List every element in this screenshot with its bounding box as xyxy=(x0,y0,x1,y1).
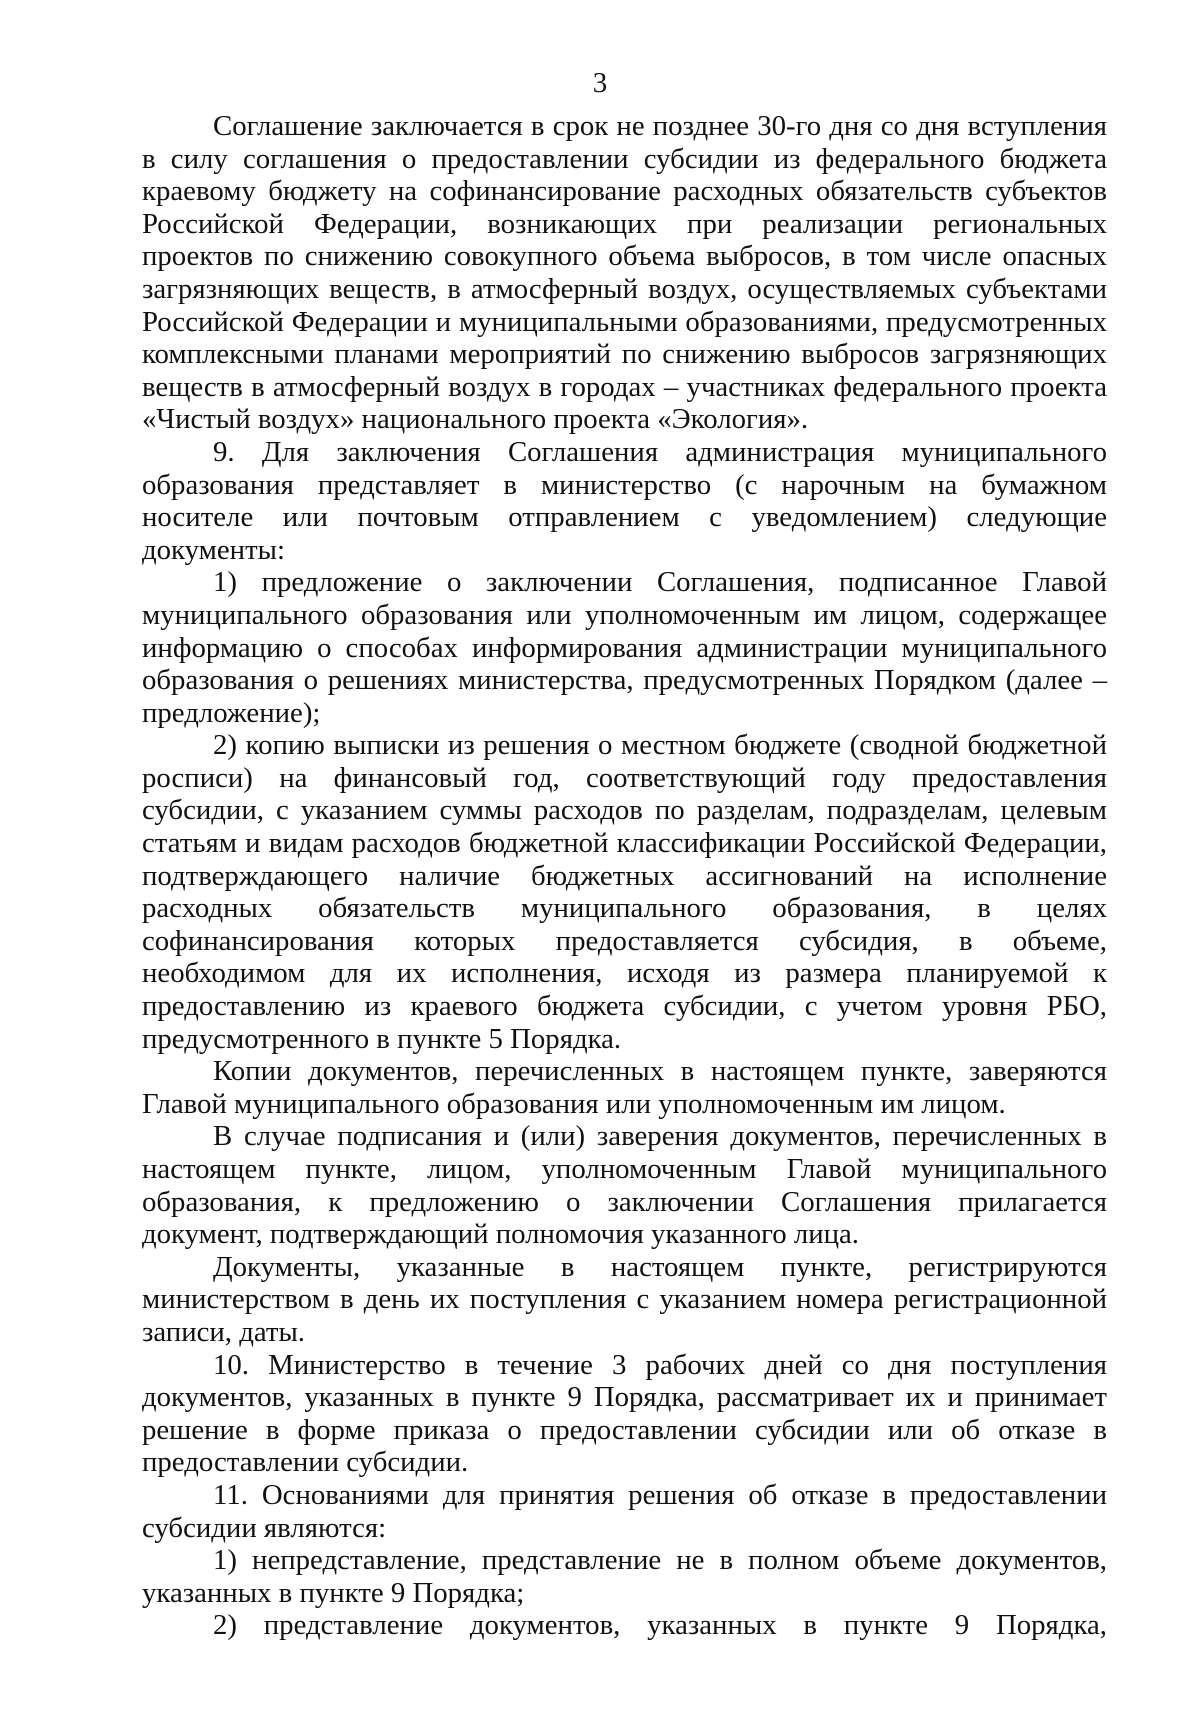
paragraph-item-9-1: 1) предложение о заключении Соглашения, подписанное Главой муниципального образования или уполномоченным им лицом, содержащее информацию о способах информирования администрации муниципального образования о решениях министерства, предусмотренных Порядком (далее – предложение); xyxy=(142,566,1107,729)
paragraph-item-9-2: 2) копию выписки из решения о местном бюджете (сводной бюджетной росписи) на финансовый год, соответствующий году предоставления субсидии, с указанием суммы расходов по разделам, подразделам, целевым статьям и видам расходов бюджетной классификации Российской Федерации, подтверждающего наличие бюджетных ассигнований на исполнение расходных обязательств муниципального образования, в целях софинансирования которых предоставляется субсидия, в объеме, необходимом для их исполнения, исходя из размера планируемой к предоставлению из краевого бюджета субсидии, с учетом уровня РБО, предусмотренного в пункте 5 Порядка. xyxy=(142,729,1107,1055)
document-body xyxy=(142,110,1107,1642)
paragraph-item-9: 9. Для заключения Соглашения администрация муниципального образования представляет в министерство (с нарочным на бумажном носителе или почтовым отправлением с уведомлением) следующие документы: xyxy=(142,435,1107,566)
paragraph-authority-document: В случае подписания и (или) заверения документов, перечисленных в настоящем пункте, лицом, уполномоченным Главой муниципального образования, к предложению о заключении Соглашения прилагается документ, подтверждающий полномочия указанного лица. xyxy=(142,1120,1107,1251)
paragraph-item-11-2: 2) представление документов, указанных в пункте 9 Порядка, xyxy=(213,1609,1107,1642)
paragraph-item-10: 10. Министерство в течение 3 рабочих дней со дня поступления документов, указанных в пункте 9 Порядка, рассматривает их и принимает решение в форме приказа о предоставлении субсидии или об отказе в предоставлении субсидии. xyxy=(142,1348,1107,1479)
paragraph-agreement-deadline: Соглашение заключается в срок не позднее 30-го дня со дня вступления в силу соглашения о предоставлении субсидии из федерального бюджета краевому бюджету на софинансирование расходных обязательств субъектов Российской Федерации, возникающих при реализации региональных проектов по снижению совокупного объема выбросов, в том числе опасных загрязняющих веществ, в атмосферный воздух, осуществляемых субъектами Российской Федерации и муниципальными образованиями, предусмотренных комплексными планами мероприятий по снижению выбросов загрязняющих веществ в атмосферный воздух в городах – участниках федерального проекта «Чистый воздух» национального проекта «Экология». xyxy=(142,110,1107,436)
page-number: 3 xyxy=(592,67,608,99)
paragraph-item-11: 11. Основаниями для принятия решения об отказе в предоставлении субсидии являются: xyxy=(142,1478,1107,1544)
paragraph-item-11-1: 1) непредставление, представление не в полном объеме документов, указанных в пункте 9 Порядка; xyxy=(142,1544,1107,1609)
paragraph-registration: Документы, указанные в настоящем пункте, регистрируются министерством в день их поступления с указанием номера регистрационной записи, даты. xyxy=(142,1250,1107,1348)
paragraph-copies-certified: Копии документов, перечисленных в настоящем пункте, заверяются Главой муниципального образования или уполномоченным им лицом. xyxy=(142,1055,1107,1120)
